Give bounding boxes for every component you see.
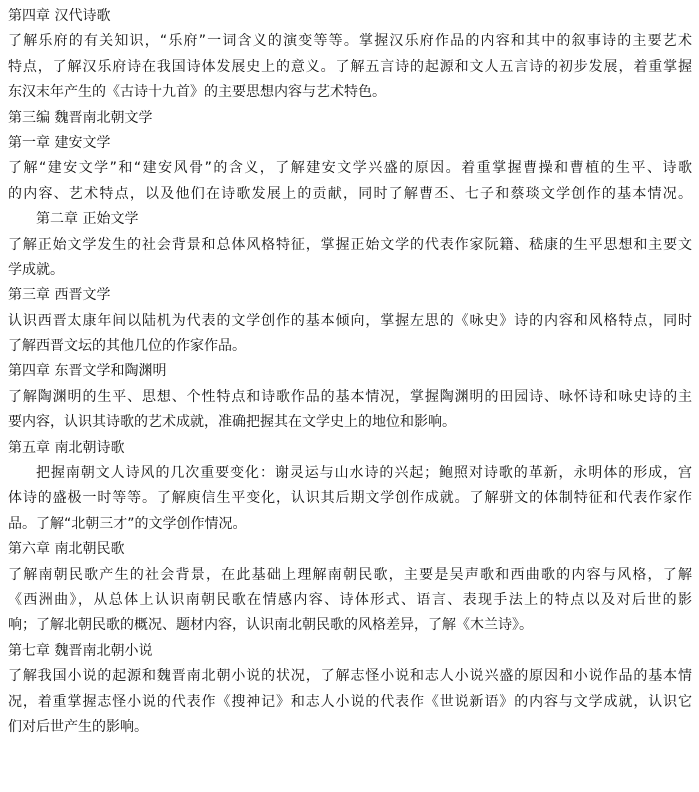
paragraph-line: 东汉末年产生的《古诗十九首》的主要思想内容与艺术特色。 xyxy=(8,84,386,101)
paragraph-line: 们对后世产生的影响。 xyxy=(8,718,148,735)
paragraph-line: 的内容、艺术特点，以及他们在诗歌发展上的贡献，同时了解曹丕、七子和蔡琰文学创作的基本情况。 xyxy=(8,185,692,202)
document-page xyxy=(8,4,692,740)
paragraph-line: 品。了解“北朝三才”的文学创作情况。 xyxy=(8,515,247,532)
chapter-heading: 第三章 西晋文学 xyxy=(8,287,111,304)
paragraph-line: 了解正始文学发生的社会背景和总体风格特征，掌握正始文学的代表作家阮籍、嵇康的生平思想和主要文 xyxy=(8,236,692,253)
paragraph-line: 《西洲曲》，从总体上认识南朝民歌在情感内容、诗体形式、语言、表现手法上的特点以及对后世的影 xyxy=(8,591,692,608)
paragraph-line: 认识西晋太康年间以陆机为代表的文学创作的基本倾向，掌握左思的《咏史》诗的内容和风格特点，同时 xyxy=(8,312,692,329)
paragraph-line: 了解乐府的有关知识，“乐府”一词含义的演变等等。掌握汉乐府作品的内容和其中的叙事诗的主要艺术 xyxy=(8,33,692,50)
chapter-heading: 第七章 魏晋南北朝小说 xyxy=(8,642,153,659)
paragraph-line: 了解西晋文坛的其他几位的作家作品。 xyxy=(8,338,246,355)
chapter-heading: 第四章 汉代诗歌 xyxy=(8,8,111,24)
part-heading: 第三编 魏晋南北朝文学 xyxy=(8,109,153,126)
chapter-heading: 第二章 正始文学 xyxy=(36,211,139,228)
paragraph-line: 响；了解北朝民歌的概况、题材内容，认识南北朝民歌的风格差异，了解《木兰诗》。 xyxy=(8,617,533,634)
paragraph-line: 学成就。 xyxy=(8,261,64,278)
paragraph-line: 了解南朝民歌产生的社会背景，在此基础上理解南朝民歌，主要是吴声歌和西曲歌的内容与风格，了解 xyxy=(8,566,692,583)
chapter-heading: 第四章 东晋文学和陶渊明 xyxy=(8,363,167,380)
chapter-heading: 第五章 南北朝诗歌 xyxy=(8,439,125,456)
paragraph-line: 了解陶渊明的生平、思想、个性特点和诗歌作品的基本情况，掌握陶渊明的田园诗、咏怀诗和咏史诗的主 xyxy=(8,388,692,405)
paragraph-line: 要内容，认识其诗歌的艺术成就，准确把握其在文学史上的地位和影响。 xyxy=(8,414,456,431)
chapter-heading: 第一章 建安文学 xyxy=(8,134,111,151)
paragraph-line: 体诗的盛极一时等等。了解庾信生平变化，认识其后期文学创作成就。了解骈文的体制特征和代表作家作 xyxy=(8,490,692,507)
paragraph-line: 况，着重掌握志怪小说的代表作《搜神记》和志人小说的代表作《世说新语》的内容与文学成就，认识它 xyxy=(8,693,692,710)
paragraph-line: 了解“建安文学”和“建安风骨”的含义，了解建安文学兴盛的原因。着重掌握曹操和曹植的生平、诗歌 xyxy=(8,160,692,177)
paragraph-line: 特点，了解汉乐府诗在我国诗体发展史上的意义。了解五言诗的起源和文人五言诗的初步发展，着重掌握 xyxy=(8,58,692,75)
paragraph-line: 把握南朝文人诗风的几次重要变化：谢灵运与山水诗的兴起；鲍照对诗歌的革新，永明体的形成，宫 xyxy=(36,465,692,482)
paragraph-line: 了解我国小说的起源和魏晋南北朝小说的状况，了解志怪小说和志人小说兴盛的原因和小说作品的基本情 xyxy=(8,668,692,685)
chapter-heading: 第六章 南北朝民歌 xyxy=(8,541,125,558)
